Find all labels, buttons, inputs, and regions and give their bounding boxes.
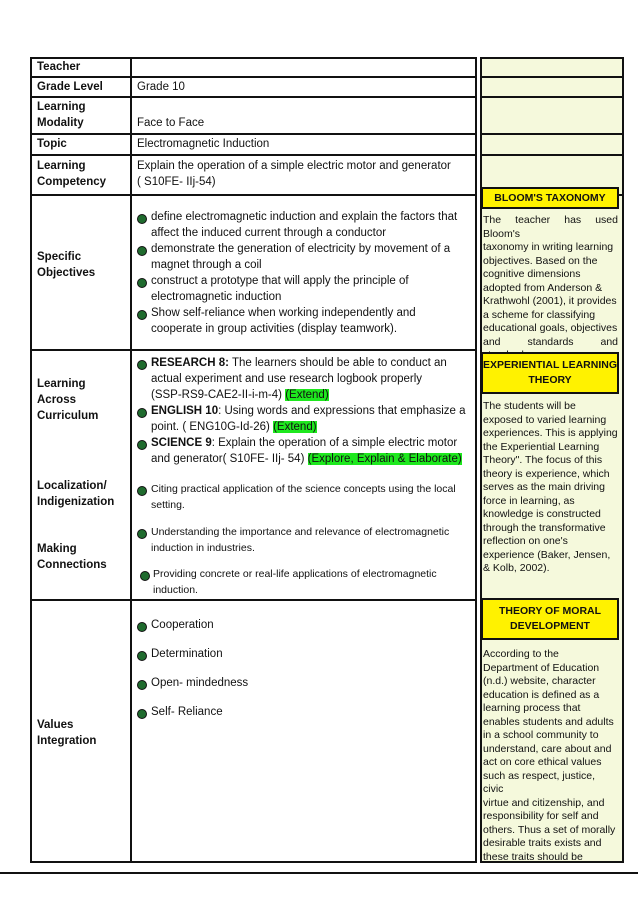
connection-item: Understanding the importance and relevance of electromagnetic induction in industries. [151,526,450,554]
bloom-title: BLOOM'S TAXONOMY [481,187,619,209]
grade-level-value: Grade 10 [137,81,185,93]
bullet-icon [137,622,147,632]
objective-item: demonstrate the generation of electricity by movement of a magnet through a coil [151,243,451,271]
bullet-icon [140,571,150,581]
value-item: Self- Reliance [151,706,223,718]
bullet-icon [137,486,147,496]
lesson-plan-table [30,57,624,863]
topic-value: Electromagnetic Induction [137,138,270,150]
connection-item: Providing concrete or real-life applications of electromagnetic induction. [153,568,437,596]
curriculum-label: Learning Across Curriculum [37,378,99,422]
value-item: Cooperation [151,619,214,631]
bullet-icon [137,214,147,224]
value-item: Open- mindedness [151,677,249,689]
bullet-icon [137,529,147,539]
experiential-text: The students will be exposed to varied learning experiences. This is applying the Experiential Learning Theory". The focus of this theory is experience, which serves as the main driving force in learning, as knowledge is constructed through the transformative reflection on one's experience (Baker, Jensen, & Kolb, 2002). [483,400,618,574]
topic-label: Topic [37,138,67,150]
modality-label: Learning Modality [37,101,86,129]
bullet-icon [137,651,147,661]
page-bottom-rule [0,872,638,874]
label-column-divider [130,57,132,863]
bloom-text: The teacher has used Bloom's taxonomy in writing learning objectives. Based on the cognitive dimensions adopted from Anderson & Krathwohl (2001), it provides a scheme for classifying educational goals, objectives and standards and [483,214,618,348]
experiential-title: EXPERIENTIAL LEARNING THEORY [481,352,619,394]
bullet-icon [137,310,147,320]
bullet-icon [137,440,147,450]
objective-item: Show self-reliance when working independently and cooperate in group activities (display teamwork). [151,307,416,335]
research-item: RESEARCH 8: The learners should be able to conduct an actual experiment and use research logbook properly (SSP-RS9-CAE2-II-i-m-4) (Extend) [151,357,447,401]
objective-item: define electromagnetic induction and explain the factors that affect the induced current through a conductor [151,211,458,239]
bullet-icon [137,360,147,370]
objective-item: construct a prototype that will apply the principle of electromagnetic induction [151,275,409,303]
bullet-icon [137,246,147,256]
grade-level-label: Grade Level [37,81,103,93]
modality-value: Face to Face [137,117,205,129]
moral-title: THEORY OF MORAL DEVELOPMENT [481,598,619,640]
bullet-icon [137,408,147,418]
science-item: SCIENCE 9: Explain the operation of a simple electric motor and generator( S10FE- IIj- 54) (Explore, Explain & Elaborate) [151,437,462,465]
competency-label: Learning Competency [37,160,107,188]
extend-tag: (Extend) [273,421,317,433]
moral-text: According to the Department of Education (n.d.) website, character education is defined as a learning process that enables students and adults in a school community to understand, care about and act on core ethical values such as respect, justice, civic virtue and citizenship, and responsibility for self and others. Thus a set of morally desirable traits exists and these traits should be [483,648,616,863]
localization-label: Localization/ Indigenization [37,480,115,508]
bullet-icon [137,278,147,288]
teacher-label: Teacher [37,61,81,73]
explore-tag: (Explore, Explain & Elaborate) [307,453,462,465]
values-label: Values Integration [37,719,97,747]
english-item: ENGLISH 10: Using words and expressions that emphasize a point. ( ENG10G-Id-26) (Extend) [151,405,466,433]
localization-item: Citing practical application of the science concepts using the local setting. [151,483,456,511]
extend-tag: (Extend) [285,389,329,401]
value-item: Determination [151,648,223,660]
bullet-icon [137,709,147,719]
objectives-label: Specific Objectives [37,251,96,279]
competency-value: Explain the operation of a simple electric motor and generator ( S10FE- IIj-54) [137,160,451,188]
connections-label: Making Connections [37,543,107,571]
bullet-icon [137,680,147,690]
